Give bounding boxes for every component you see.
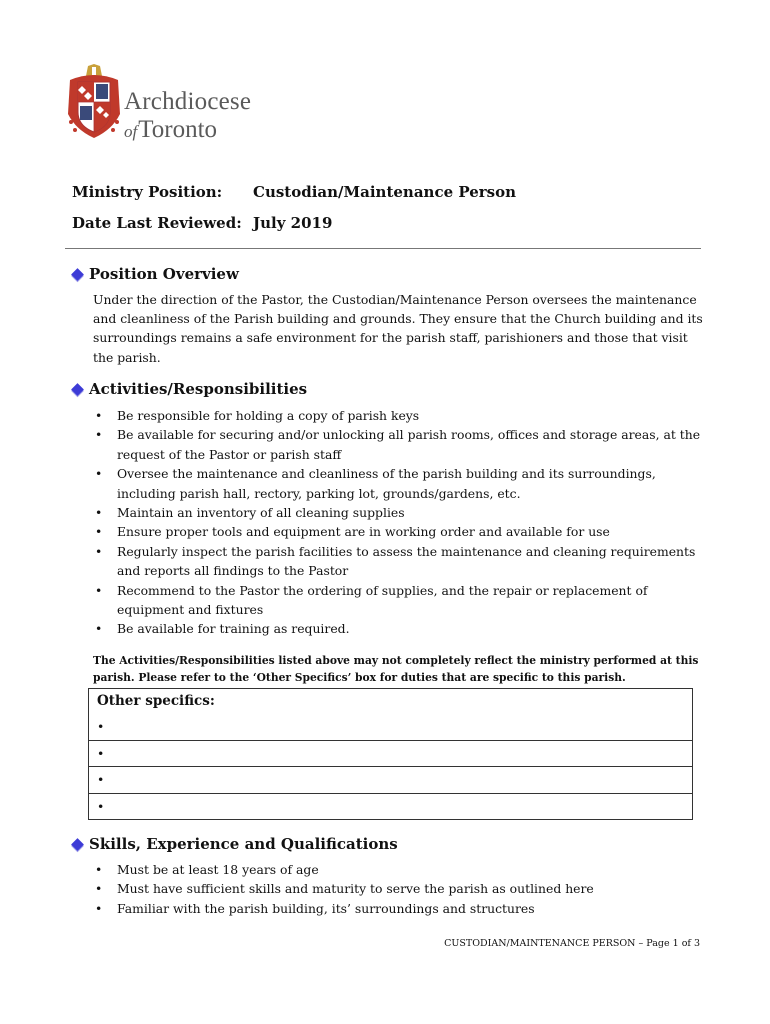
list-item: • Oversee the maintenance and cleanliness of the parish building and its surroundings, including parish hall, rectory, parking lot, grounds/gardens, etc. — [93, 464, 708, 503]
ministry-position-value: Custodian/Maintenance Person — [253, 183, 517, 201]
activities-note: The Activities/Responsibilities listed above may not completely reflect the ministry performed at this parish. Please refer to the ‘Other Specifics’ box for duties that are specific to this parish. — [93, 654, 699, 684]
list-item: • Recommend to the Pastor the ordering of supplies, and the repair or replacement of equipment and fixtures — [93, 581, 708, 620]
list-item: • Be available for training as required. — [93, 619, 708, 638]
diamond-bullet-icon — [71, 383, 84, 396]
coat-of-arms-icon — [66, 64, 122, 144]
activities-heading — [72, 380, 307, 398]
position-overview-title: Position Overview — [89, 265, 239, 283]
other-specifics-row[interactable]: • — [89, 767, 693, 794]
list-item: • Maintain an inventory of all cleaning supplies — [93, 503, 708, 522]
list-item: • Must have sufficient skills and maturity to serve the parish as outlined here — [93, 879, 708, 898]
list-item: • Ensure proper tools and equipment are in working order and available for use — [93, 522, 708, 541]
skills-list — [93, 860, 708, 918]
other-specifics-title: Other specifics: — [89, 689, 693, 715]
date-reviewed-label: Date Last Reviewed: — [72, 214, 242, 232]
logo-text-archdiocese: Archdiocese — [124, 88, 252, 115]
list-item: • Be responsible for holding a copy of parish keys — [93, 406, 708, 425]
logo-text-toronto — [124, 116, 217, 144]
list-item: • Regularly inspect the parish facilities to assess the maintenance and cleaning requirements and reports all findings to the Pastor — [93, 542, 708, 581]
other-specifics-row[interactable]: • — [89, 714, 693, 740]
other-specifics-row[interactable]: • — [89, 740, 693, 767]
header-divider — [65, 248, 701, 249]
logo-text-of: of — [124, 122, 138, 141]
position-overview-heading — [72, 265, 239, 283]
skills-heading — [72, 835, 398, 853]
logo-text-city: Toronto — [138, 116, 218, 143]
other-specifics-box — [88, 688, 693, 820]
position-overview-text: Under the direction of the Pastor, the Custodian/Maintenance Person oversees the maintenance and cleanliness of the Parish building and grounds. They ensure that the Church building and its surroundings remains a safe environment for the parish staff, parishioners and those that visit the parish. — [93, 292, 703, 365]
list-item: • Must be at least 18 years of age — [93, 860, 708, 879]
date-reviewed-value: July 2019 — [253, 214, 333, 232]
ministry-position-label: Ministry Position: — [72, 183, 223, 201]
diamond-bullet-icon — [71, 268, 84, 281]
activities-list — [93, 406, 708, 639]
archdiocese-logo — [66, 64, 266, 144]
list-item: • Familiar with the parish building, its’ surroundings and structures — [93, 899, 708, 918]
activities-title: Activities/Responsibilities — [89, 380, 308, 398]
page-footer: CUSTODIAN/MAINTENANCE PERSON – Page 1 of 3 — [444, 938, 700, 949]
other-specifics-row[interactable]: • — [89, 793, 693, 820]
diamond-bullet-icon — [71, 838, 84, 851]
list-item: • Be available for securing and/or unlocking all parish rooms, offices and storage areas, at the request of the Pastor or parish staff — [93, 425, 708, 464]
skills-title: Skills, Experience and Qualifications — [89, 835, 398, 853]
